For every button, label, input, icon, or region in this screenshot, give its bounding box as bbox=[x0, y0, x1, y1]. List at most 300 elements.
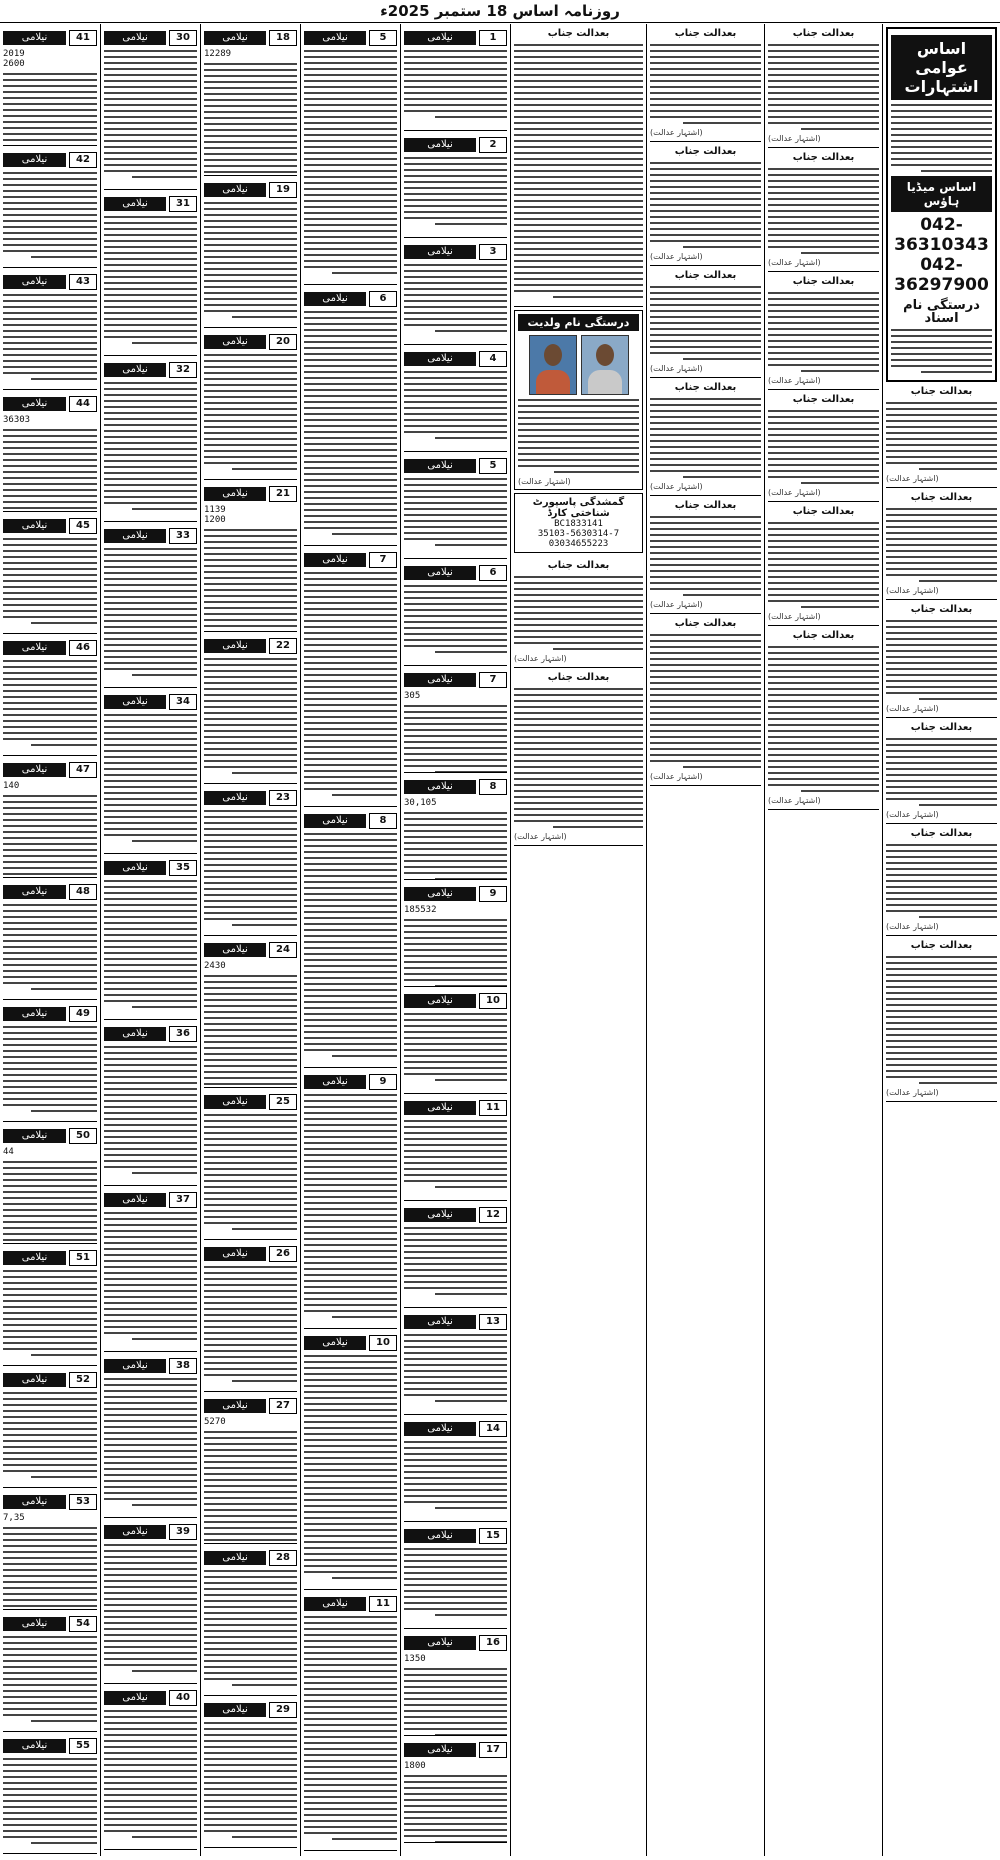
notice-label: نیلامی bbox=[3, 31, 66, 45]
notice-header bbox=[304, 552, 397, 568]
auction-notice bbox=[104, 356, 197, 522]
notice-label: نیلامی bbox=[404, 1101, 476, 1115]
notice-header bbox=[404, 993, 507, 1009]
notice-header bbox=[3, 1250, 97, 1266]
notice-label: نیلامی bbox=[204, 1247, 266, 1261]
notice-number: 20 bbox=[269, 334, 297, 350]
notice-label: نیلامی bbox=[204, 639, 266, 653]
court-notice: بعدالت جناب (اشتہار عدالت) bbox=[886, 718, 997, 824]
notice-number: 30 bbox=[169, 30, 197, 46]
notice-header bbox=[204, 1702, 297, 1718]
auction-notice bbox=[404, 987, 507, 1094]
notice-header bbox=[204, 1094, 297, 1110]
notice-header bbox=[304, 291, 397, 307]
notice-label: نیلامی bbox=[404, 1743, 476, 1757]
classifieds-column bbox=[882, 24, 1000, 1856]
notice-header bbox=[404, 137, 507, 153]
notice-label: نیلامی bbox=[304, 553, 366, 567]
notice-label: نیلامی bbox=[104, 861, 166, 875]
notice-number: 34 bbox=[169, 694, 197, 710]
auction-notice bbox=[404, 1201, 507, 1308]
court-notice: بعدالت جناب (اشتہار عدالت) bbox=[768, 272, 879, 390]
auction-notice bbox=[3, 1366, 97, 1488]
notice-header bbox=[204, 182, 297, 198]
notice-label: نیلامی bbox=[204, 335, 266, 349]
notice-header bbox=[3, 884, 97, 900]
notice-label: نیلامی bbox=[104, 1525, 166, 1539]
notice-label: نیلامی bbox=[104, 363, 166, 377]
notice-header bbox=[104, 196, 197, 212]
notice-label: نیلامی bbox=[204, 943, 266, 957]
notice-number: 8 bbox=[479, 779, 507, 795]
notice-number: 9 bbox=[479, 886, 507, 902]
notice-label: نیلامی bbox=[304, 1075, 366, 1089]
notice-label: نیلامی bbox=[404, 994, 476, 1008]
notice-label: نیلامی bbox=[3, 1739, 66, 1753]
notice-number: 6 bbox=[369, 291, 397, 307]
notice-number: 6 bbox=[479, 565, 507, 581]
notice-header bbox=[104, 1524, 197, 1540]
auction-notice bbox=[404, 1415, 507, 1522]
auction-notice bbox=[404, 24, 507, 131]
notice-number: 2 bbox=[479, 137, 507, 153]
notice-header bbox=[104, 860, 197, 876]
notice-label: نیلامی bbox=[3, 397, 66, 411]
court-notice: بعدالت جناب (اشتہار عدالت) bbox=[886, 824, 997, 936]
notice-label: نیلامی bbox=[104, 695, 166, 709]
notice-header bbox=[304, 1074, 397, 1090]
notice-label: نیلامی bbox=[3, 1495, 66, 1509]
notice-label: نیلامی bbox=[3, 885, 66, 899]
notice-header bbox=[404, 1635, 507, 1651]
auction-notice bbox=[404, 666, 507, 773]
notice-label: نیلامی bbox=[204, 1703, 266, 1717]
notice-figure: 2430 bbox=[204, 961, 226, 971]
notice-header bbox=[3, 762, 97, 778]
notice-number: 28 bbox=[269, 1550, 297, 1566]
notice-number: 9 bbox=[369, 1074, 397, 1090]
court-notice: بعدالت جناب (اشتہار عدالت) bbox=[768, 24, 879, 148]
auction-notice bbox=[104, 1518, 197, 1684]
auction-notice bbox=[3, 146, 97, 268]
notice-number: 40 bbox=[169, 1690, 197, 1706]
notice-number: 14 bbox=[479, 1421, 507, 1437]
notice-label: نیلامی bbox=[204, 31, 266, 45]
notice-number: 18 bbox=[269, 30, 297, 46]
auction-notice bbox=[404, 1629, 507, 1736]
notice-number: 11 bbox=[369, 1596, 397, 1612]
notice-label: نیلامی bbox=[204, 487, 266, 501]
notice-label: نیلامی bbox=[204, 1399, 266, 1413]
notice-header bbox=[104, 1358, 197, 1374]
notice-number: 31 bbox=[169, 196, 197, 212]
auction-notice bbox=[3, 756, 97, 878]
notice-number: 12 bbox=[479, 1207, 507, 1223]
notice-label: نیلامی bbox=[3, 1251, 66, 1265]
notice-number: 42 bbox=[69, 152, 97, 168]
court-notice: بعدالت جناب (اشتہار عدالت) bbox=[768, 390, 879, 502]
notice-number: 3 bbox=[479, 244, 507, 260]
notice-label: نیلامی bbox=[404, 352, 476, 366]
lost-card-number-2: 35103-5630314-7 bbox=[537, 529, 620, 539]
notice-label: نیلامی bbox=[104, 1027, 166, 1041]
notice-header bbox=[204, 638, 297, 654]
notice-header bbox=[404, 1742, 507, 1758]
auction-notice bbox=[204, 1088, 297, 1240]
auction-notice bbox=[404, 1094, 507, 1201]
notice-label: نیلامی bbox=[304, 31, 366, 45]
court-notice: بعدالت جناب (اشتہار عدالت) bbox=[650, 378, 761, 496]
auction-notice bbox=[104, 1684, 197, 1850]
notice-header bbox=[104, 362, 197, 378]
notice-label: نیلامی bbox=[104, 1193, 166, 1207]
notice-number: 45 bbox=[69, 518, 97, 534]
notice-header bbox=[104, 1026, 197, 1042]
notice-header bbox=[3, 1494, 97, 1510]
notice-number: 11 bbox=[479, 1100, 507, 1116]
notice-figure: 305 bbox=[404, 691, 421, 701]
notice-number: 54 bbox=[69, 1616, 97, 1632]
notice-header bbox=[404, 1207, 507, 1223]
notice-label: نیلامی bbox=[404, 780, 476, 794]
notice-number: 37 bbox=[169, 1192, 197, 1208]
notice-number: 43 bbox=[69, 274, 97, 290]
notice-label: نیلامی bbox=[104, 529, 166, 543]
notice-header bbox=[404, 30, 507, 46]
notice-label: نیلامی bbox=[104, 1691, 166, 1705]
notice-header bbox=[104, 1690, 197, 1706]
notice-label: نیلامی bbox=[3, 519, 66, 533]
court-notice: بعدالت جناب (اشتہار عدالت) bbox=[650, 266, 761, 378]
notice-number: 25 bbox=[269, 1094, 297, 1110]
notice-figure: 2600 bbox=[3, 59, 25, 69]
notice-header bbox=[104, 1192, 197, 1208]
notice-header bbox=[3, 30, 97, 46]
court-notice: بعدالت جناب (اشتہار عدالت) bbox=[886, 382, 997, 488]
notice-header bbox=[3, 640, 97, 656]
notice-header bbox=[404, 1314, 507, 1330]
photos bbox=[518, 335, 639, 395]
auction-notice bbox=[204, 480, 297, 632]
notice-header bbox=[204, 790, 297, 806]
auction-column-5 bbox=[400, 24, 510, 1856]
notice-header bbox=[3, 1128, 97, 1144]
notice-label: نیلامی bbox=[404, 245, 476, 259]
court-notice: بعدالت جناب (اشتہار عدالت) bbox=[886, 488, 997, 600]
notice-header bbox=[3, 518, 97, 534]
notice-number: 49 bbox=[69, 1006, 97, 1022]
auction-notice bbox=[3, 1122, 97, 1244]
auction-notice bbox=[3, 512, 97, 634]
auction-notice bbox=[304, 285, 397, 546]
notice-number: 10 bbox=[369, 1335, 397, 1351]
notice-number: 38 bbox=[169, 1358, 197, 1374]
notice-number: 53 bbox=[69, 1494, 97, 1510]
lost-card-notice bbox=[514, 493, 643, 553]
court-notice: بعدالت جناب (اشتہار عدالت) bbox=[650, 142, 761, 266]
notice-header bbox=[3, 1616, 97, 1632]
notice-number: 46 bbox=[69, 640, 97, 656]
notice-figure: 12289 bbox=[204, 49, 232, 59]
auction-notice bbox=[404, 559, 507, 666]
notice-number: 7 bbox=[479, 672, 507, 688]
notice-label: نیلامی bbox=[304, 814, 366, 828]
classifieds-text bbox=[891, 104, 992, 172]
notice-label: نیلامی bbox=[404, 1315, 476, 1329]
auction-notice bbox=[404, 238, 507, 345]
notice-label: نیلامی bbox=[304, 1336, 366, 1350]
phone-1: 042-36310343 bbox=[894, 215, 989, 255]
notice-label: نیلامی bbox=[404, 31, 476, 45]
lost-card-number-1: BC1833141 bbox=[554, 519, 603, 529]
notice-label: نیلامی bbox=[3, 1129, 66, 1143]
notice-figure: 1139 bbox=[204, 505, 226, 515]
notice-header bbox=[304, 30, 397, 46]
notice-figure: 5270 bbox=[204, 1417, 226, 1427]
notice-label: نیلامی bbox=[3, 153, 66, 167]
notice-figure: 1350 bbox=[404, 1654, 426, 1664]
auction-notice bbox=[3, 1610, 97, 1732]
notice-number: 32 bbox=[169, 362, 197, 378]
auction-notice bbox=[3, 1732, 97, 1854]
notice-number: 1 bbox=[479, 30, 507, 46]
notice-number: 27 bbox=[269, 1398, 297, 1414]
auction-notice bbox=[404, 880, 507, 987]
notice-figure: 185532 bbox=[404, 905, 437, 915]
notice-label: نیلامی bbox=[404, 673, 476, 687]
notice-figure: 140 bbox=[3, 781, 20, 791]
auction-notice bbox=[104, 1186, 197, 1352]
notice-number: 41 bbox=[69, 30, 97, 46]
notice-header bbox=[404, 351, 507, 367]
court-notice: بعدالت جناب (اشتہار عدالت) bbox=[886, 936, 997, 1102]
court-notice: بعدالت جناب (اشتہار عدالت) bbox=[514, 556, 643, 668]
notice-number: 19 bbox=[269, 182, 297, 198]
notice-number: 29 bbox=[269, 1702, 297, 1718]
notice-label: نیلامی bbox=[3, 763, 66, 777]
notice-number: 7 bbox=[369, 552, 397, 568]
notice-number: 24 bbox=[269, 942, 297, 958]
notice-header bbox=[3, 152, 97, 168]
notice-number: 26 bbox=[269, 1246, 297, 1262]
notice-header bbox=[104, 528, 197, 544]
notice-label: نیلامی bbox=[404, 1208, 476, 1222]
notice-number: 5 bbox=[369, 30, 397, 46]
notice-label: نیلامی bbox=[3, 1007, 66, 1021]
notice-label: نیلامی bbox=[204, 791, 266, 805]
notice-number: 13 bbox=[479, 1314, 507, 1330]
notice-header bbox=[204, 1398, 297, 1414]
auction-notice bbox=[204, 1240, 297, 1392]
auction-notice bbox=[3, 390, 97, 512]
court-notice: بعدالت جناب (اشتہار عدالت) bbox=[886, 600, 997, 718]
auction-column-8 bbox=[100, 24, 200, 1856]
notice-header bbox=[304, 1596, 397, 1612]
auction-notice bbox=[204, 632, 297, 784]
auction-column-7 bbox=[200, 24, 300, 1856]
agency-name: اساس میڈیا ہاؤس bbox=[891, 176, 992, 212]
auction-notice bbox=[3, 1244, 97, 1366]
auction-notice bbox=[204, 1544, 297, 1696]
notice-number: 23 bbox=[269, 790, 297, 806]
auction-notice bbox=[204, 1392, 297, 1544]
auction-notice bbox=[204, 936, 297, 1088]
notice-label: نیلامی bbox=[304, 292, 366, 306]
court-notice: بعدالت جناب (اشتہار عدالت) bbox=[514, 668, 643, 846]
court-notice: بعدالت جناب (اشتہار عدالت) bbox=[650, 24, 761, 142]
notice-header bbox=[404, 886, 507, 902]
name-correction-box: درستگی نام ولدیت (اشتہار عدالت) bbox=[514, 310, 643, 490]
notice-label: نیلامی bbox=[204, 183, 266, 197]
notice-number: 48 bbox=[69, 884, 97, 900]
notice-header bbox=[204, 30, 297, 46]
auction-notice bbox=[404, 131, 507, 238]
notice-header bbox=[3, 1006, 97, 1022]
auction-notice bbox=[3, 878, 97, 1000]
auction-notice bbox=[404, 345, 507, 452]
notice-figure: 1200 bbox=[204, 515, 226, 525]
notice-header bbox=[404, 672, 507, 688]
auction-notice bbox=[204, 176, 297, 328]
notice-header bbox=[3, 1738, 97, 1754]
notice-label: نیلامی bbox=[104, 1359, 166, 1373]
auction-notice bbox=[204, 1696, 297, 1848]
notice-header bbox=[3, 274, 97, 290]
court-notices-column-3 bbox=[646, 24, 764, 1856]
notice-number: 47 bbox=[69, 762, 97, 778]
lost-card-phone: 03034655223 bbox=[548, 539, 609, 549]
lost-card-title: گمشدگی پاسپورٹ شناختی کارڈ bbox=[532, 497, 625, 519]
court-notice: بعدالت جناب (اشتہار عدالت) bbox=[650, 614, 761, 786]
notice-header bbox=[404, 1528, 507, 1544]
notice-number: 22 bbox=[269, 638, 297, 654]
auction-notice bbox=[304, 24, 397, 285]
notice-number: 17 bbox=[479, 1742, 507, 1758]
classifieds-box bbox=[886, 27, 997, 382]
notice-label: نیلامی bbox=[104, 31, 166, 45]
notice-label: نیلامی bbox=[204, 1095, 266, 1109]
notice-header bbox=[3, 396, 97, 412]
court-notice: بعدالت جناب (اشتہار عدالت) bbox=[650, 496, 761, 614]
notice-header bbox=[404, 1100, 507, 1116]
notice-number: 51 bbox=[69, 1250, 97, 1266]
auction-notice bbox=[104, 1352, 197, 1518]
notice-number: 15 bbox=[479, 1528, 507, 1544]
notice-label: نیلامی bbox=[104, 197, 166, 211]
notice-header bbox=[404, 1421, 507, 1437]
auction-notice bbox=[404, 1308, 507, 1415]
auction-notice bbox=[3, 1000, 97, 1122]
notice-header bbox=[204, 942, 297, 958]
phone-2: 042-36297900 bbox=[894, 255, 989, 295]
auction-notice bbox=[204, 784, 297, 936]
notice-label: نیلامی bbox=[3, 1373, 66, 1387]
auction-notice bbox=[104, 688, 197, 854]
auction-notice bbox=[404, 1522, 507, 1629]
auction-notice bbox=[104, 190, 197, 356]
auction-notice bbox=[304, 807, 397, 1068]
auction-notice bbox=[304, 1068, 397, 1329]
name-correction-title: درستگی نام ولدیت bbox=[518, 314, 639, 331]
auction-notice bbox=[304, 1590, 397, 1851]
auction-notice bbox=[104, 24, 197, 190]
notice-number: 36 bbox=[169, 1026, 197, 1042]
notice-number: 39 bbox=[169, 1524, 197, 1540]
notice-number: 33 bbox=[169, 528, 197, 544]
notice-label: نیلامی bbox=[304, 1597, 366, 1611]
auction-notice bbox=[3, 24, 97, 146]
auction-notice bbox=[3, 634, 97, 756]
court-notice: بعدالت جناب (اشتہار عدالت) bbox=[768, 148, 879, 272]
notice-header bbox=[3, 1372, 97, 1388]
auction-notice bbox=[104, 1020, 197, 1186]
notice-figure: 44 bbox=[3, 1147, 14, 1157]
notice-number: 21 bbox=[269, 486, 297, 502]
court-notices-column-4 bbox=[510, 24, 646, 1856]
notice-number: 5 bbox=[479, 458, 507, 474]
auction-notice bbox=[404, 1736, 507, 1843]
notice-label: نیلامی bbox=[404, 459, 476, 473]
notice-header bbox=[204, 1550, 297, 1566]
notice-number: 44 bbox=[69, 396, 97, 412]
auction-column-9 bbox=[0, 24, 100, 1856]
auction-notice bbox=[304, 1329, 397, 1590]
auction-notice bbox=[104, 522, 197, 688]
notice-header bbox=[404, 565, 507, 581]
notice-figure: 36303 bbox=[3, 415, 31, 425]
notice-number: 16 bbox=[479, 1635, 507, 1651]
notice-label: نیلامی bbox=[404, 566, 476, 580]
notice-number: 35 bbox=[169, 860, 197, 876]
notice-header bbox=[204, 1246, 297, 1262]
notice-label: نیلامی bbox=[3, 1617, 66, 1631]
notice-header bbox=[404, 244, 507, 260]
auction-notice bbox=[3, 1488, 97, 1610]
auction-notice bbox=[404, 452, 507, 559]
notice-figure: 7,35 bbox=[3, 1513, 25, 1523]
notice-header bbox=[104, 30, 197, 46]
notice-header bbox=[404, 779, 507, 795]
court-notices-column-2 bbox=[764, 24, 882, 1856]
notice-label: نیلامی bbox=[3, 275, 66, 289]
notice-label: نیلامی bbox=[404, 1422, 476, 1436]
auction-notice bbox=[404, 773, 507, 880]
auction-notice bbox=[304, 546, 397, 807]
notice-figure: 1800 bbox=[404, 1761, 426, 1771]
notice-number: 4 bbox=[479, 351, 507, 367]
notice-label: نیلامی bbox=[404, 1529, 476, 1543]
court-notice: بعدالت جناب (اشتہار عدالت) bbox=[768, 626, 879, 810]
notice-number: 50 bbox=[69, 1128, 97, 1144]
person-photo bbox=[581, 335, 629, 395]
notice-label: نیلامی bbox=[404, 887, 476, 901]
notice-label: نیلامی bbox=[404, 138, 476, 152]
auction-notice bbox=[104, 854, 197, 1020]
notice-header bbox=[204, 334, 297, 350]
notice-header bbox=[404, 458, 507, 474]
auction-notice bbox=[3, 268, 97, 390]
section-title: درستگی نام اسناد bbox=[903, 298, 980, 326]
notice-figure: 30,105 bbox=[404, 798, 437, 808]
auction-notice bbox=[204, 328, 297, 480]
court-notice: بعدالت جناب bbox=[514, 24, 643, 307]
notice-label: نیلامی bbox=[404, 1636, 476, 1650]
notice-number: 52 bbox=[69, 1372, 97, 1388]
notice-number: 8 bbox=[369, 813, 397, 829]
notice-label: نیلامی bbox=[3, 641, 66, 655]
notice-number: 10 bbox=[479, 993, 507, 1009]
notice-header bbox=[204, 486, 297, 502]
